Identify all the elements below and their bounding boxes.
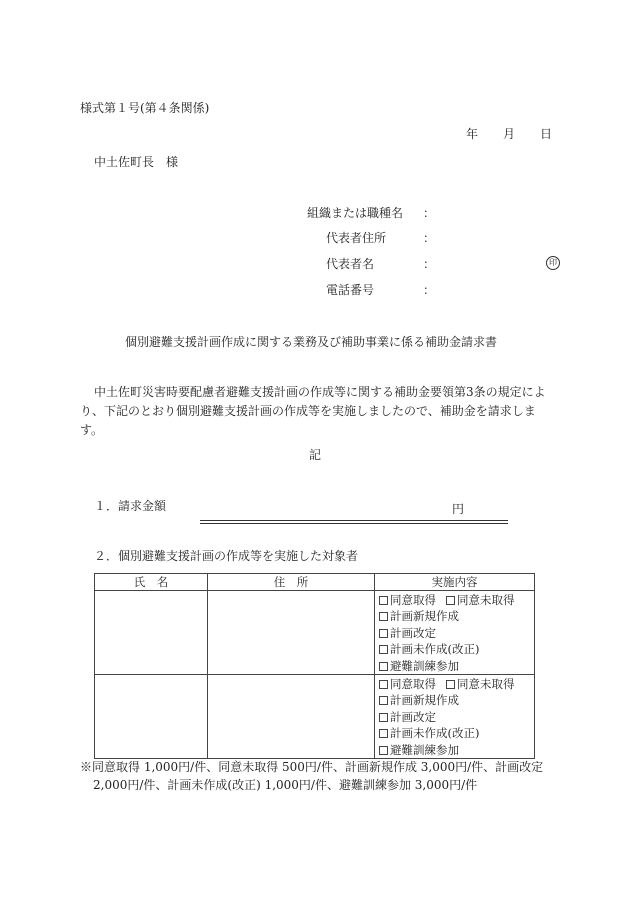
not-created-option-label: 計画未作成(改正) [390,642,480,657]
content-cell [375,591,535,675]
seal-mark: 印 [546,256,560,270]
table-header-row [95,574,535,591]
date-month: 月 [503,127,516,141]
rep-name-colon: ： [423,257,436,271]
no-consent-checkbox[interactable] [446,680,455,689]
claim-amount-label: １．請求金額 [94,499,167,513]
consent-option-label: 同意取得 [390,593,436,607]
new-plan-checkbox[interactable] [379,612,388,621]
yen-unit: 円 [452,502,465,516]
targets-label: ２．個別避難支援計画の作成等を実施した対象者 [94,549,359,563]
document-title: 個別避難支援計画作成に関する業務及び補助事業に係る補助金請求書 [125,335,498,349]
revision-checkbox[interactable] [379,629,388,638]
form-label: 様式第１号(第４条関係) [80,101,210,115]
date-day: 日 [540,127,553,141]
org-colon: ： [423,206,436,220]
consent-checkbox[interactable] [379,596,388,605]
rep-address-label: 代表者住所 [326,231,387,245]
header-address: 住 所 [208,574,375,591]
amount-line-bottom [200,523,508,524]
revision-checkbox[interactable] [379,713,388,722]
rep-name-label: 代表者名 [326,257,375,271]
drill-checkbox[interactable] [379,662,388,671]
drill-checkbox[interactable] [379,746,388,755]
consent-checkbox[interactable] [379,680,388,689]
drill-option-label: 避難訓練参加 [390,658,459,673]
body-line-1: 中土佐町災害時要配慮者避難支援計画の作成等に関する補助金要領第3条の規定によ [94,385,546,399]
header-content: 実施内容 [375,574,535,591]
table-row [95,591,535,675]
header-name: 氏 名 [95,574,208,591]
ki-mark: 記 [309,448,322,462]
revision-option-label: 計画改定 [390,709,436,724]
body-line-3: す。 [80,423,104,437]
not-created-option-label: 計画未作成(改正) [390,726,480,741]
revision-option-label: 計画改定 [390,625,436,640]
not-created-checkbox[interactable] [379,729,388,738]
new-plan-option-label: 計画新規作成 [390,693,459,708]
date-year: 年 [466,127,479,141]
name-cell[interactable] [95,674,208,758]
phone-colon: ： [423,283,436,297]
addressee: 中土佐町長 様 [94,155,179,169]
targets-table [94,573,535,759]
no-consent-option-label: 同意未取得 [457,593,515,607]
new-plan-checkbox[interactable] [379,696,388,705]
content-cell [375,674,535,758]
address-cell[interactable] [208,674,375,758]
body-line-2: り、下記のとおり個別避難支援計画の作成等を実施しましたので、補助金を請求しま [80,404,536,418]
rep-address-colon: ： [423,231,436,245]
no-consent-option-label: 同意未取得 [457,676,515,691]
org-label: 組織または職種名 [307,206,404,220]
not-created-checkbox[interactable] [379,645,388,654]
phone-label: 電話番号 [326,283,375,297]
table-row [95,674,535,758]
amount-line-top [200,520,508,521]
drill-option-label: 避難訓練参加 [390,742,459,757]
no-consent-checkbox[interactable] [446,596,455,605]
fee-note-line-1: ※同意取得 1,000円/件、同意未取得 500円/件、計画新規作成 3,000円/件、計画改定 [80,760,544,774]
name-cell[interactable] [95,591,208,675]
new-plan-option-label: 計画新規作成 [390,609,459,624]
fee-note-line-2: 2,000円/件、計画未作成(改正) 1,000円/件、避難訓練参加 3,000円/件 [93,778,478,792]
consent-option-label: 同意取得 [390,676,436,691]
address-cell[interactable] [208,591,375,675]
